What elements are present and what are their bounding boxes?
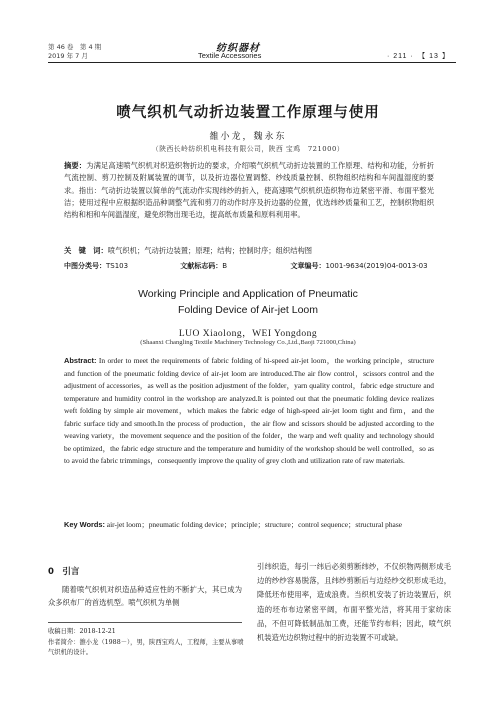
footnote-received: 收稿日期：2018-12-21 — [48, 628, 116, 635]
doc-code-label: 文献标志码： — [180, 262, 223, 270]
header-volume-info — [48, 43, 101, 61]
article-no-label: 文章编号： — [290, 262, 326, 270]
english-authors: LUO Xiaolong，WEI Yongdong — [178, 329, 318, 339]
english-affiliation: (Shaanxi Changling Textile Machinery Technology Co.,Ltd.,Baoji 721000,China) — [140, 339, 356, 346]
clc-label: 中图分类号： — [64, 262, 106, 270]
abstract-cn-label: 摘要： — [64, 161, 87, 170]
keywords-en-text: air-jet loom；pneumatic folding device；principle；structure；control sequence；structural phase — [106, 520, 402, 529]
keywords-cn-label: 关 键 词： — [64, 246, 108, 255]
header-rule — [48, 62, 456, 63]
header-date: 2019 年 7 月 — [48, 52, 88, 60]
classification-line — [64, 261, 444, 271]
clc-value: TS103 — [106, 262, 129, 270]
article-affiliation: （陕西长岭纺织机电科技有限公司，陕西 宝鸡 721000） — [151, 145, 345, 153]
english-title-line1: Working Principle and Application of Pneumatic — [138, 288, 358, 300]
abstract-en-label: Abstract: — [64, 356, 97, 365]
header-volume: 第 46 卷 第 4 期 — [48, 43, 102, 51]
footnote-author-bio: 作者简介：雒小龙（1988－），男，陕西宝鸡人，工程师，主要从事喷气织机的设计。 — [48, 638, 244, 656]
body-paragraph-left: 随着喷气织机对织造品种适应性的不断扩大，其已成为众多织布厂的首选机型。喷气织机为单侧 — [48, 585, 242, 607]
abstract-cn — [64, 160, 434, 221]
page-marker: · 211 · 【 13 】 — [387, 53, 450, 60]
keywords-en-label: Key Words: — [64, 520, 105, 529]
footnote — [48, 627, 248, 659]
body-paragraph-right: 引纬织造，每引一纬后必须剪断纬纱，不仅织物两侧形成毛边的纱纱容易脱落，且纬纱剪断后与边经纱交织形成毛边，降低坯布使用率，造成浪费。当织机安装了折边装置后，织造的坯布布边紧密平阔，布面平整光洁，将其用于家纺床品，不但可降低制品加工费，还能节约布料；因此，喷气织机装造光边织物过程中的折边装置不可或缺。 — [257, 562, 451, 643]
english-title — [0, 286, 496, 318]
keywords-cn — [64, 245, 434, 257]
footnote-rule — [48, 622, 242, 623]
journal-name-en: Textile Accessories — [198, 51, 262, 60]
english-title-line2: Folding Device of Air-jet Loom — [177, 304, 319, 316]
keywords-en — [64, 519, 434, 532]
abstract-cn-text: 为满足高速喷气织机对织造织物折边的要求，介绍喷气织机气动折边装置的工作原理、结构和功能，分析折气流控制、剪刀控制及附属装置的调节，以及折边器位置调整、纱线质量控制、织物组织结构和车间温湿度的要求。指出：气动折边装置以简单的气流动作实现纬纱的折入，使高速喷气织机织造织物布边紧密平滑、布面平整光洁；使用过程中应根据织造品种调整气流和剪刀的动作时序及折边器的位置，优选纬纱质量和工艺，控制织物组织结构和相和车间温湿度，避免织物出现毛边，提高纸布质量和原料利用率。 — [64, 161, 435, 220]
article-no-value: 1001-9634(2019)04-0013-03 — [325, 262, 428, 270]
abstract-en-text: In order to meet the requirements of fabric folding of hi-speed air-jet loom，the working principle，structure and function of the pneumatic folding device of air-jet loom are introduced.The air flow control，scissors control and the adjustment of accessories，as well as the position adjustment of the folder，yarn quality control，fabric edge structure and temperature and humidity control in the workshop are analyzed.It is pointed out that the pneumatic folding device realizes weft folding by simple air movement，which makes the fabric edge of high-speed air-jet loom tight and firm，and the fabric surface tidy and smooth.In the process of production，the air flow and scissors should be adjusted according to the weaving variety，the movement sequence and the position of the folder，the warp and weft quality and technology should be optimized，the fabric edge structure and the temperature and humidity of the workshop should be well controlled，so as to avoid the fabric trimmings，consequently improve the quality of grey cloth and utilization rate of raw materials. — [64, 356, 434, 466]
abstract-en — [64, 355, 434, 468]
doc-code-value: B — [222, 262, 228, 270]
article-title: 喷气织机气动折边装置工作原理与使用 — [116, 105, 380, 121]
article-authors: 雒小龙，魏永东 — [209, 132, 287, 142]
keywords-cn-text: 喷气织机；气动折边装置；原理；结构；控制时序；组织结构图 — [107, 246, 313, 255]
journal-logo: 纺织器材 — [216, 43, 260, 54]
section-heading: 0 引言 — [48, 567, 80, 577]
